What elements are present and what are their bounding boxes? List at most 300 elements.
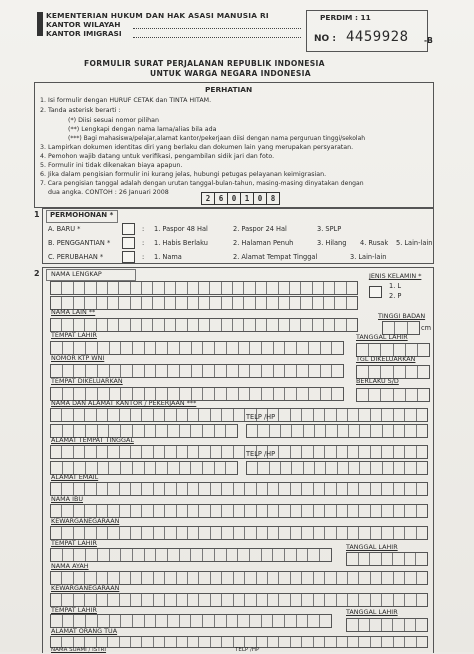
character-cell[interactable] [51,572,62,584]
character-cell[interactable] [257,483,268,495]
home-address-field-row1[interactable] [50,445,428,459]
character-cell[interactable] [211,572,222,584]
character-cell[interactable] [325,446,336,458]
character-cell[interactable] [227,549,239,561]
character-cell[interactable] [85,527,96,539]
character-cell[interactable] [417,637,427,647]
character-cell[interactable] [211,637,222,647]
character-cell[interactable] [131,572,142,584]
character-cell[interactable] [347,553,359,565]
character-cell[interactable] [165,594,176,606]
character-cell[interactable] [215,549,227,561]
character-cell[interactable] [180,462,192,474]
character-cell[interactable] [108,505,119,517]
character-cell[interactable] [142,446,153,458]
character-cell[interactable] [292,462,303,474]
character-cell[interactable] [108,297,119,309]
character-cell[interactable] [258,425,269,437]
character-cell[interactable] [120,572,131,584]
character-cell[interactable] [302,572,313,584]
character-cell[interactable] [382,527,393,539]
character-cell[interactable] [406,389,418,401]
character-cell[interactable] [382,409,393,421]
character-cell[interactable] [211,483,222,495]
character-cell[interactable] [326,425,337,437]
character-cell[interactable] [394,572,405,584]
character-cell[interactable] [120,594,131,606]
character-cell[interactable] [247,425,258,437]
character-cell[interactable] [211,594,222,606]
character-cell[interactable] [408,322,419,334]
character-cell[interactable] [222,319,233,331]
character-cell[interactable] [177,446,188,458]
character-cell[interactable] [279,594,290,606]
character-cell[interactable] [63,342,75,354]
character-cell[interactable] [239,342,251,354]
character-cell[interactable] [348,505,359,517]
character-cell[interactable] [168,462,180,474]
character-cell[interactable] [180,425,192,437]
character-cell[interactable] [177,637,188,647]
character-cell[interactable] [191,425,203,437]
character-cell[interactable] [74,637,85,647]
character-cell[interactable] [120,409,131,421]
character-cell[interactable] [304,462,315,474]
character-cell[interactable] [211,409,222,421]
character-cell[interactable] [119,282,130,294]
character-cell[interactable] [165,637,176,647]
character-cell[interactable] [133,615,145,627]
character-cell[interactable] [314,505,325,517]
character-cell[interactable] [335,319,346,331]
character-cell[interactable] [86,615,98,627]
character-cell[interactable] [199,505,210,517]
character-cell[interactable] [302,637,313,647]
character-cell[interactable] [108,282,119,294]
character-cell[interactable] [74,446,85,458]
character-cell[interactable] [405,572,416,584]
character-cell[interactable] [359,553,371,565]
character-cell[interactable] [165,483,176,495]
character-cell[interactable] [142,409,153,421]
character-cell[interactable] [405,527,416,539]
character-cell[interactable] [291,594,302,606]
character-cell[interactable] [109,462,121,474]
character-cell[interactable] [131,297,142,309]
character-cell[interactable] [121,549,133,561]
character-cell[interactable] [215,342,227,354]
character-cell[interactable] [291,527,302,539]
character-cell[interactable] [188,319,199,331]
character-cell[interactable] [120,637,131,647]
character-cell[interactable] [119,297,130,309]
character-cell[interactable] [348,637,359,647]
character-cell[interactable] [51,594,62,606]
character-cell[interactable] [188,282,199,294]
character-cell[interactable] [371,409,382,421]
character-cell[interactable] [274,342,286,354]
character-cell[interactable] [168,425,180,437]
character-cell[interactable] [177,527,188,539]
character-cell[interactable] [62,483,73,495]
character-cell[interactable] [270,425,281,437]
full-name-field-row1[interactable] [50,281,358,295]
character-cell[interactable] [168,365,180,377]
change-checkbox[interactable] [122,251,135,263]
character-cell[interactable] [315,425,326,437]
character-cell[interactable] [382,594,393,606]
character-cell[interactable] [215,388,227,400]
character-cell[interactable] [244,297,255,309]
character-cell[interactable] [85,483,96,495]
other-name-field[interactable] [50,318,358,332]
immigration-office-field[interactable] [133,37,301,38]
character-cell[interactable] [360,462,371,474]
character-cell[interactable] [62,572,73,584]
character-cell[interactable] [168,342,180,354]
character-cell[interactable] [177,594,188,606]
character-cell[interactable] [359,594,370,606]
character-cell[interactable] [313,319,324,331]
character-cell[interactable] [418,344,429,356]
character-cell[interactable] [234,446,245,458]
character-cell[interactable] [257,572,268,584]
character-cell[interactable] [238,549,250,561]
character-cell[interactable] [145,462,157,474]
character-cell[interactable] [180,615,192,627]
valid-until-field[interactable] [356,388,430,402]
character-cell[interactable] [108,527,119,539]
character-cell[interactable] [417,483,427,495]
character-cell[interactable] [176,297,187,309]
email-field[interactable] [50,482,428,496]
character-cell[interactable] [285,365,297,377]
character-cell[interactable] [250,342,262,354]
character-cell[interactable] [290,282,301,294]
character-cell[interactable] [233,297,244,309]
character-cell[interactable] [145,615,157,627]
character-cell[interactable] [177,505,188,517]
character-cell[interactable] [154,572,165,584]
character-cell[interactable] [405,594,416,606]
character-cell[interactable] [274,365,286,377]
character-cell[interactable] [302,483,313,495]
character-cell[interactable] [121,342,133,354]
character-cell[interactable] [62,319,73,331]
character-cell[interactable] [416,553,427,565]
mother-birthdate-field[interactable] [346,552,428,566]
character-cell[interactable] [417,594,427,606]
character-cell[interactable] [188,409,199,421]
character-cell[interactable] [222,409,233,421]
character-cell[interactable] [191,462,203,474]
character-cell[interactable] [302,527,313,539]
character-cell[interactable] [74,342,86,354]
character-cell[interactable] [292,425,303,437]
character-cell[interactable] [381,389,393,401]
character-cell[interactable] [250,549,262,561]
character-cell[interactable] [302,505,313,517]
character-cell[interactable] [51,483,62,495]
character-cell[interactable] [199,483,210,495]
character-cell[interactable] [168,549,180,561]
character-cell[interactable] [110,615,122,627]
character-cell[interactable] [234,572,245,584]
character-cell[interactable] [285,615,297,627]
character-cell[interactable] [250,615,262,627]
character-cell[interactable] [234,505,245,517]
character-cell[interactable] [145,549,157,561]
mother-birthplace-field[interactable] [50,548,332,562]
character-cell[interactable] [203,425,215,437]
character-cell[interactable] [405,505,416,517]
character-cell[interactable] [290,319,301,331]
character-cell[interactable] [309,388,321,400]
character-cell[interactable] [142,483,153,495]
character-cell[interactable] [309,365,321,377]
character-cell[interactable] [120,527,131,539]
character-cell[interactable] [222,282,233,294]
character-cell[interactable] [359,446,370,458]
character-cell[interactable] [222,446,233,458]
character-cell[interactable] [142,505,153,517]
character-cell[interactable] [153,282,164,294]
character-cell[interactable] [199,446,210,458]
character-cell[interactable] [360,425,371,437]
character-cell[interactable] [245,594,256,606]
character-cell[interactable] [348,446,359,458]
character-cell[interactable] [62,282,73,294]
character-cell[interactable] [238,615,250,627]
character-cell[interactable] [258,462,269,474]
character-cell[interactable] [131,483,142,495]
character-cell[interactable] [154,505,165,517]
character-cell[interactable] [51,637,62,647]
character-cell[interactable] [63,365,75,377]
character-cell[interactable] [74,572,85,584]
character-cell[interactable] [110,549,122,561]
character-cell[interactable] [297,365,309,377]
character-cell[interactable] [320,549,331,561]
character-cell[interactable] [142,319,153,331]
character-cell[interactable] [176,319,187,331]
character-cell[interactable] [233,282,244,294]
character-cell[interactable] [348,594,359,606]
character-cell[interactable] [131,527,142,539]
character-cell[interactable] [417,425,427,437]
character-cell[interactable] [301,319,312,331]
father-nationality-field[interactable] [50,593,428,607]
character-cell[interactable] [153,297,164,309]
character-cell[interactable] [337,637,348,647]
character-cell[interactable] [337,505,348,517]
character-cell[interactable] [110,365,122,377]
character-cell[interactable] [74,282,85,294]
character-cell[interactable] [347,282,357,294]
replacement-checkbox[interactable] [122,237,135,249]
character-cell[interactable] [279,319,290,331]
character-cell[interactable] [203,462,215,474]
character-cell[interactable] [234,409,245,421]
character-cell[interactable] [199,572,210,584]
character-cell[interactable] [239,365,251,377]
character-cell[interactable] [192,365,204,377]
character-cell[interactable] [371,462,382,474]
character-cell[interactable] [321,388,333,400]
character-cell[interactable] [142,297,153,309]
character-cell[interactable] [188,446,199,458]
character-cell[interactable] [154,409,165,421]
character-cell[interactable] [154,446,165,458]
character-cell[interactable] [121,462,133,474]
character-cell[interactable] [394,425,405,437]
character-cell[interactable] [371,572,382,584]
character-cell[interactable] [394,462,405,474]
character-cell[interactable] [281,462,292,474]
character-cell[interactable] [245,572,256,584]
character-cell[interactable] [97,319,108,331]
character-cell[interactable] [417,505,427,517]
character-cell[interactable] [359,527,370,539]
character-cell[interactable] [97,637,108,647]
character-cell[interactable] [256,297,267,309]
character-cell[interactable] [302,594,313,606]
character-cell[interactable] [335,297,346,309]
character-cell[interactable] [371,637,382,647]
character-cell[interactable] [97,505,108,517]
character-cell[interactable] [203,342,215,354]
character-cell[interactable] [180,365,192,377]
office-field-row1[interactable] [50,408,428,422]
character-cell[interactable] [297,388,309,400]
character-cell[interactable] [314,483,325,495]
character-cell[interactable] [85,409,96,421]
character-cell[interactable] [153,319,164,331]
character-cell[interactable] [324,297,335,309]
character-cell[interactable] [349,425,360,437]
character-cell[interactable] [108,409,119,421]
character-cell[interactable] [211,527,222,539]
character-cell[interactable] [320,615,331,627]
character-cell[interactable] [357,389,369,401]
character-cell[interactable] [267,319,278,331]
character-cell[interactable] [394,505,405,517]
character-cell[interactable] [199,527,210,539]
character-cell[interactable] [321,365,333,377]
character-cell[interactable] [359,409,370,421]
character-cell[interactable] [314,409,325,421]
character-cell[interactable] [416,619,427,631]
character-cell[interactable] [314,637,325,647]
character-cell[interactable] [268,527,279,539]
character-cell[interactable] [234,527,245,539]
character-cell[interactable] [325,637,336,647]
character-cell[interactable] [405,462,416,474]
character-cell[interactable] [394,446,405,458]
character-cell[interactable] [191,615,203,627]
character-cell[interactable] [188,637,199,647]
character-cell[interactable] [97,409,108,421]
character-cell[interactable] [291,637,302,647]
character-cell[interactable] [156,615,168,627]
character-cell[interactable] [110,342,122,354]
character-cell[interactable] [279,297,290,309]
character-cell[interactable] [165,446,176,458]
character-cell[interactable] [268,505,279,517]
character-cell[interactable] [405,637,416,647]
father-name-field[interactable] [50,571,428,585]
character-cell[interactable] [51,446,62,458]
character-cell[interactable] [121,615,133,627]
character-cell[interactable] [257,594,268,606]
character-cell[interactable] [279,505,290,517]
character-cell[interactable] [285,388,297,400]
character-cell[interactable] [85,594,96,606]
character-cell[interactable] [98,365,110,377]
character-cell[interactable] [199,297,210,309]
character-cell[interactable] [314,527,325,539]
ktp-field[interactable] [50,364,344,378]
character-cell[interactable] [417,462,427,474]
character-cell[interactable] [382,637,393,647]
character-cell[interactable] [227,388,239,400]
character-cell[interactable] [239,388,251,400]
character-cell[interactable] [337,483,348,495]
character-cell[interactable] [281,425,292,437]
character-cell[interactable] [156,425,168,437]
regional-office-field[interactable] [133,28,301,29]
character-cell[interactable] [245,637,256,647]
character-cell[interactable] [191,549,203,561]
mother-name-field[interactable] [50,504,428,518]
character-cell[interactable] [291,483,302,495]
character-cell[interactable] [131,637,142,647]
character-cell[interactable] [297,615,309,627]
character-cell[interactable] [120,446,131,458]
character-cell[interactable] [301,297,312,309]
character-cell[interactable] [406,366,418,378]
character-cell[interactable] [120,505,131,517]
character-cell[interactable] [131,282,142,294]
character-cell[interactable] [133,342,145,354]
character-cell[interactable] [108,446,119,458]
character-cell[interactable] [62,446,73,458]
character-cell[interactable] [394,637,405,647]
character-cell[interactable] [302,446,313,458]
character-cell[interactable] [370,619,382,631]
character-cell[interactable] [405,425,416,437]
character-cell[interactable] [313,282,324,294]
character-cell[interactable] [371,483,382,495]
character-cell[interactable] [347,297,357,309]
character-cell[interactable] [177,483,188,495]
character-cell[interactable] [177,409,188,421]
character-cell[interactable] [133,365,145,377]
character-cell[interactable] [176,282,187,294]
character-cell[interactable] [285,342,297,354]
character-cell[interactable] [247,462,258,474]
character-cell[interactable] [211,446,222,458]
character-cell[interactable] [210,282,221,294]
character-cell[interactable] [133,462,145,474]
character-cell[interactable] [74,483,85,495]
character-cell[interactable] [273,615,285,627]
character-cell[interactable] [97,483,108,495]
gender-checkbox[interactable] [369,286,382,298]
character-cell[interactable] [256,319,267,331]
character-cell[interactable] [308,615,320,627]
character-cell[interactable] [145,425,157,437]
